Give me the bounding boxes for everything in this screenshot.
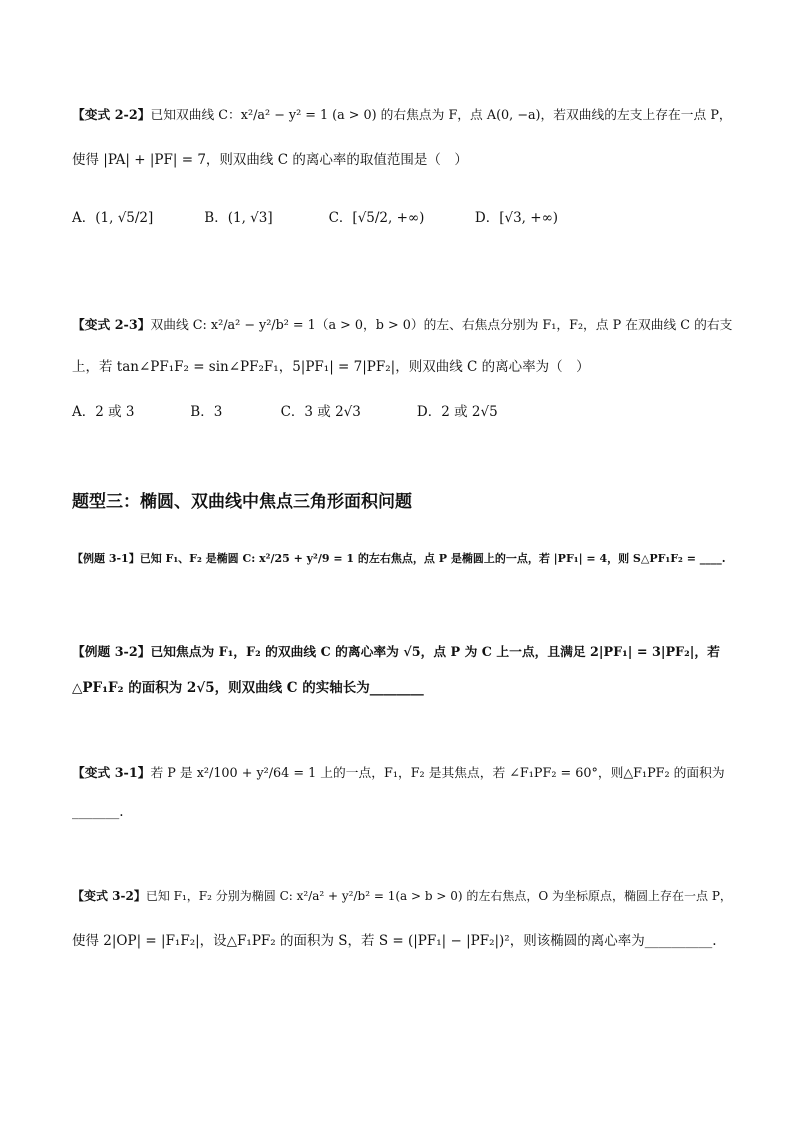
v3-1-text1: 若 P 是 x²/100 + y²/64 = 1 上的一点，F₁，F₂ 是其焦点，若 ∠F₁PF₂ = 60°，则△F₁PF₂ 的面积为 bbox=[150, 766, 725, 781]
q2-2-tag: 【变式 2-2】 bbox=[72, 108, 151, 123]
section-title: 题型三：椭圆、双曲线中焦点三角形面积问题 bbox=[72, 492, 412, 512]
e3-1-line bbox=[72, 550, 732, 566]
v3-1-tag: 【变式 3-1】 bbox=[72, 766, 151, 781]
option-c: C．3 或 2√3 bbox=[280, 404, 361, 420]
q2-3-line1 bbox=[72, 314, 732, 333]
q2-3-text1: 双曲线 C: x²/a² − y²/b² = 1（a > 0，b > 0）的左、右焦点分别为 F₁，F₂，点 P 在双曲线 C 的右支 bbox=[150, 318, 733, 333]
v3-2-text1: 已知 F₁，F₂ 分别为椭圆 C: x²/a² + y²/b² = 1(a > b > 0) 的左右焦点，O 为坐标原点，椭圆上存在一点 P， bbox=[145, 889, 732, 903]
option-d: D．2 或 2√5 bbox=[416, 404, 498, 420]
v3-2-line2: 使得 2|OP| = |F₁F₂|，设△F₁PF₂ 的面积为 S，若 S = (|PF₁| − |PF₂|)²，则该椭圆的离心率为__________. bbox=[72, 933, 717, 949]
q2-2-line1 bbox=[72, 104, 732, 123]
v3-2-line1 bbox=[72, 887, 732, 904]
e3-1-tag: 【例题 3-1】 bbox=[72, 552, 140, 565]
q2-3-tag: 【变式 2-3】 bbox=[72, 318, 151, 333]
v3-1-line2: _______. bbox=[72, 804, 124, 820]
q2-3-options bbox=[72, 400, 498, 420]
q2-2-options bbox=[72, 206, 558, 226]
q2-2-line2: 使得 |PA| + |PF| = 7，则双曲线 C 的离心率的取值范围是（ ） bbox=[72, 152, 468, 168]
v3-1-line1 bbox=[72, 762, 732, 781]
e3-1-text: 已知 F₁、F₂ 是椭圆 C: x²/25 + y²/9 = 1 的左右焦点，点 P 是椭圆上的一点，若 |PF₁| = 4，则 S△PF₁F₂ = ____. bbox=[139, 552, 726, 565]
option-d: D．[√3, +∞) bbox=[474, 210, 559, 226]
e3-2-line1 bbox=[72, 641, 732, 660]
option-b: B．3 bbox=[190, 404, 223, 420]
e3-2-line2: △PF₁F₂ 的面积为 2√5，则双曲线 C 的实轴长为________ bbox=[72, 680, 424, 696]
e3-2-text1: 已知焦点为 F₁，F₂ 的双曲线 C 的离心率为 √5，点 P 为 C 上一点，且满足 2|PF₁| = 3|PF₂|，若 bbox=[150, 645, 720, 660]
option-c: C．[√5/2, +∞) bbox=[328, 210, 425, 226]
e3-2-tag: 【例题 3-2】 bbox=[72, 645, 151, 660]
option-a: A．2 或 3 bbox=[72, 404, 135, 420]
option-a: A．(1, √5/2] bbox=[72, 210, 154, 226]
q2-2-text1: 已知双曲线 C：x²/a² − y² = 1 (a > 0) 的右焦点为 F，点 A(0, −a)，若双曲线的左支上存在一点 P， bbox=[150, 108, 732, 123]
q2-3-line2: 上，若 tan∠PF₁F₂ = sin∠PF₂F₁，5|PF₁| = 7|PF₂|，则双曲线 C 的离心率为（ ） bbox=[72, 359, 590, 375]
v3-2-tag: 【变式 3-2】 bbox=[72, 889, 146, 903]
option-b: B．(1, √3] bbox=[204, 210, 273, 226]
